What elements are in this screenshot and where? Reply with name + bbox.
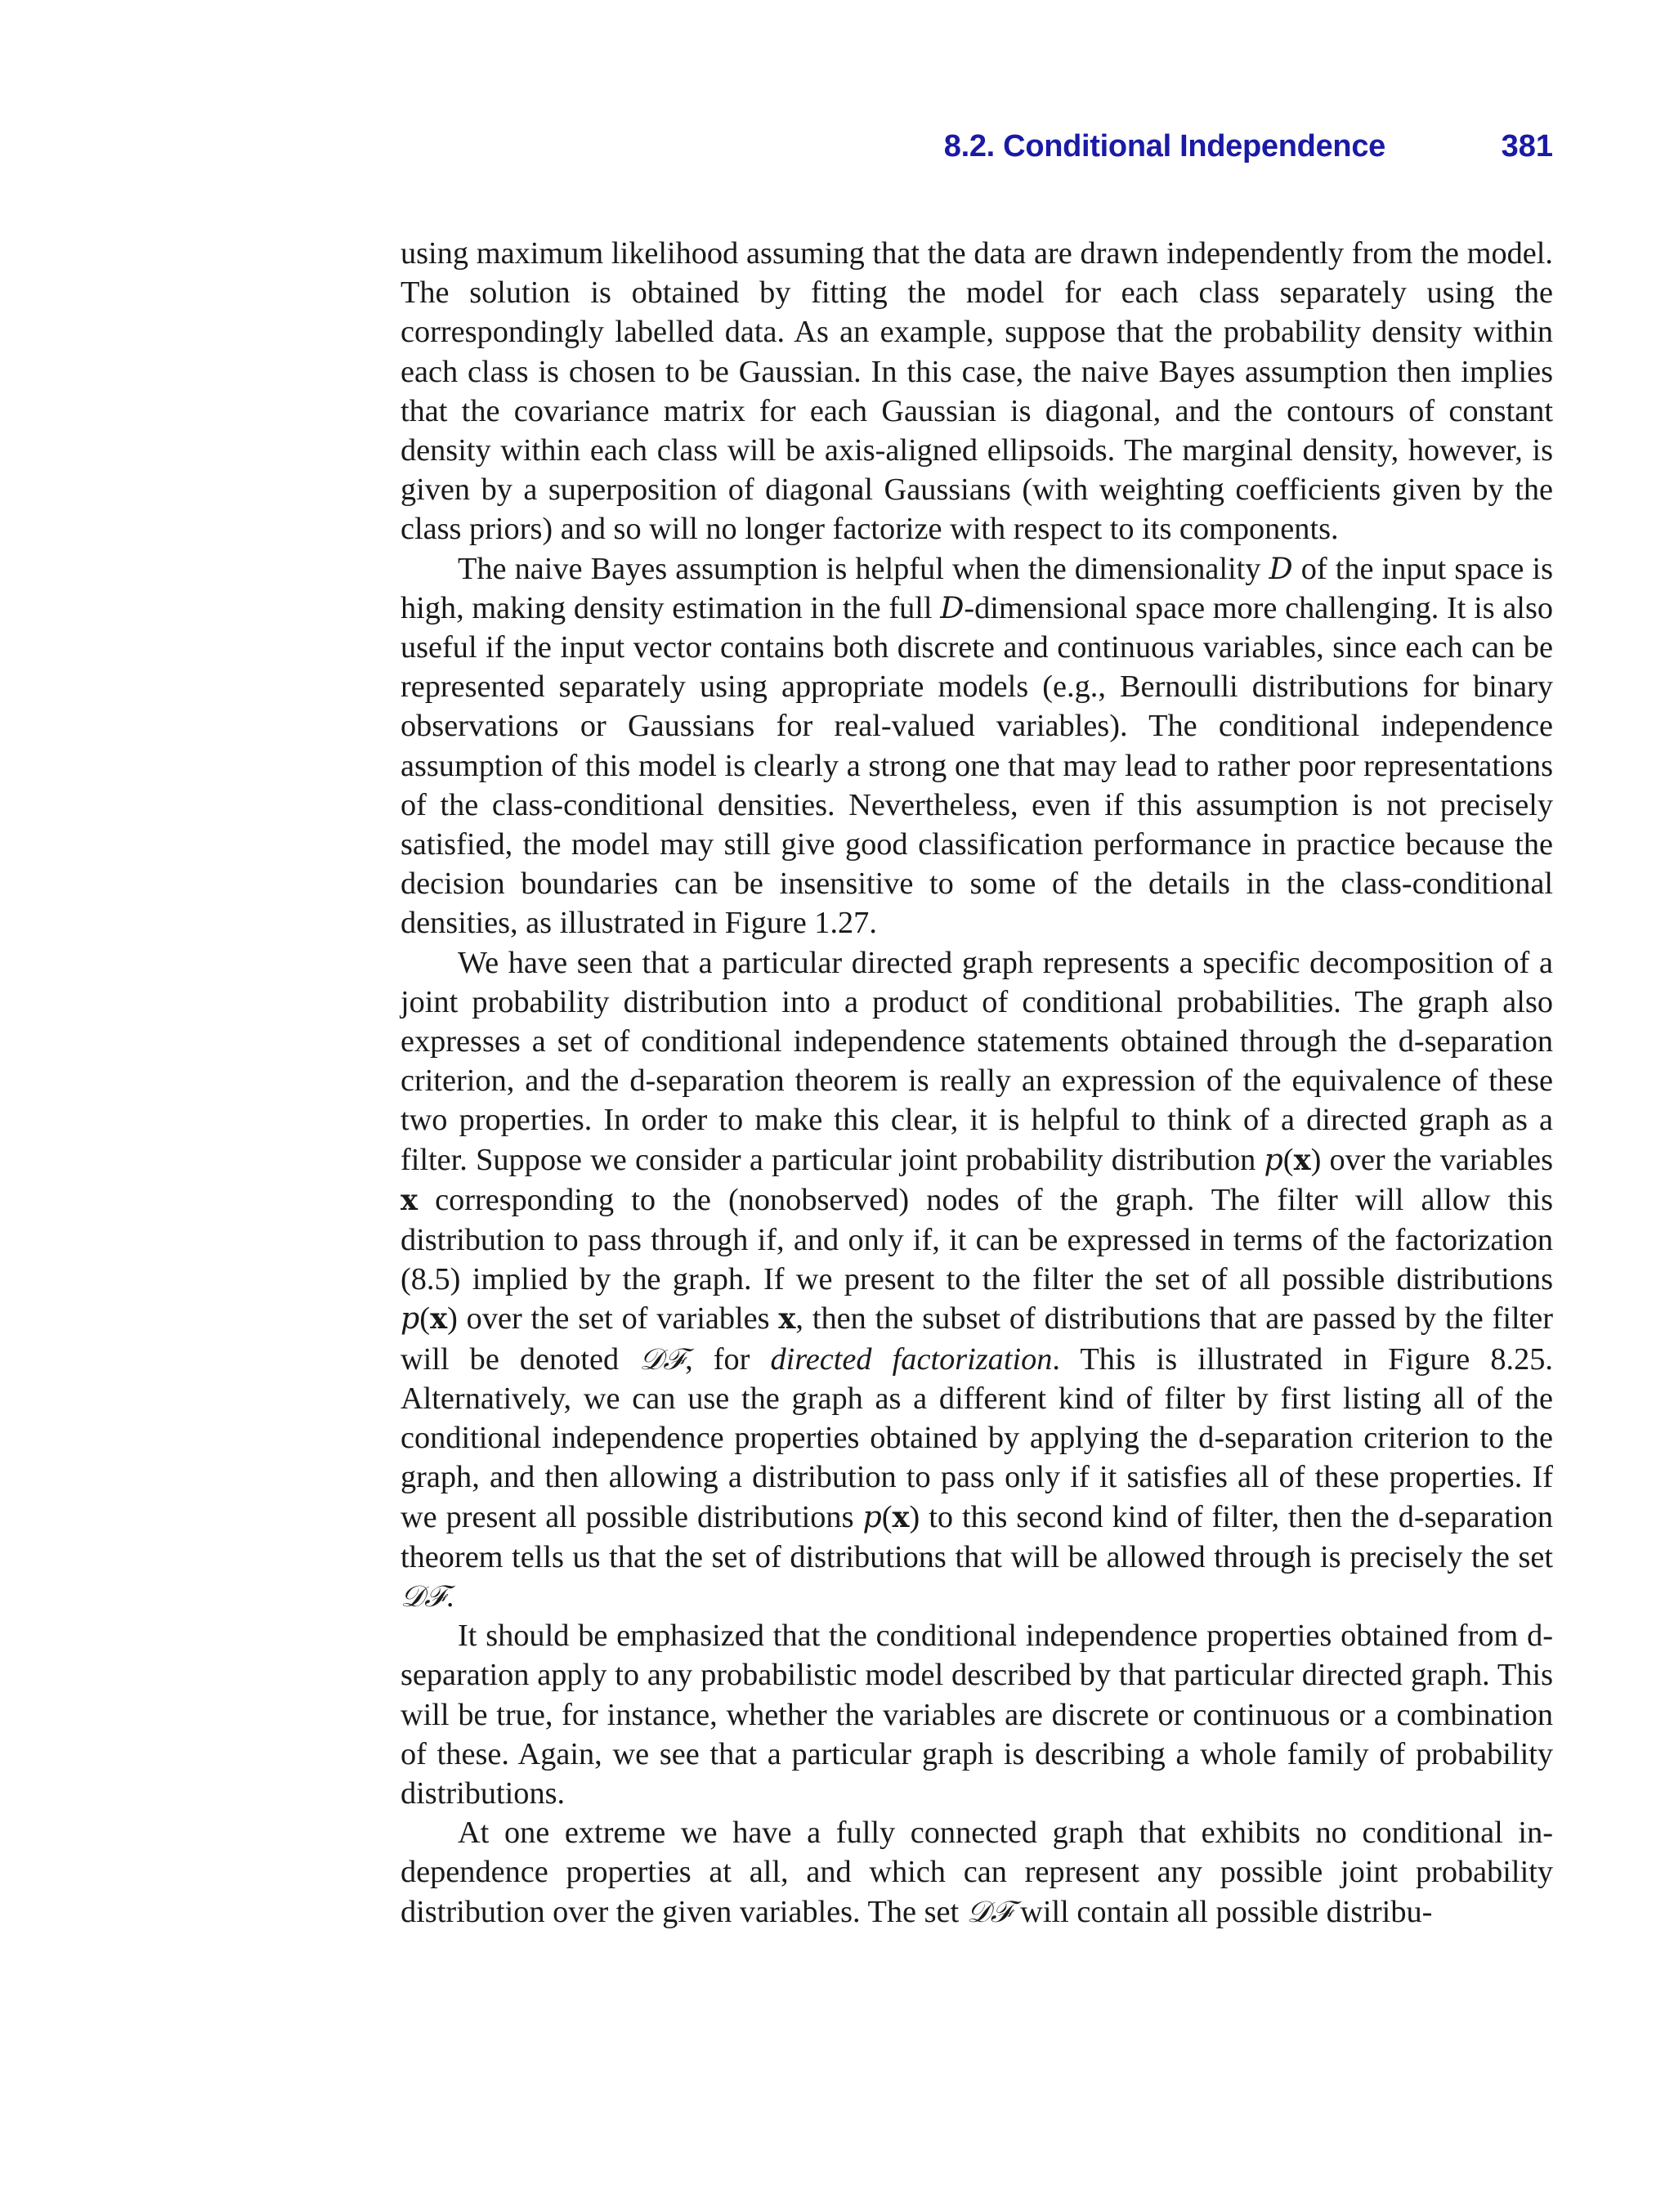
text-span: It should be emphasized that the conditional independence properties obtained from d-separation apply to any probabilistic model described by that particular directed graph. This will be true, for instance, whether the variables are discrete or continuous or a combination of these. Again, we see that a particular graph is describing a whole family of probability distributions. xyxy=(401,1619,1553,1811)
math-span: D xyxy=(940,589,965,625)
math-span: p xyxy=(1264,1141,1283,1177)
mathbf-span: x xyxy=(778,1302,796,1337)
paragraph xyxy=(401,234,1553,549)
text-span: will contain all possible distribu- xyxy=(1012,1894,1433,1929)
text-span: At one extreme we have a fully connected graph that exhibits no conditional independence properties at all, and which can represent any possible joint probability distribution over the given variables. The set xyxy=(401,1816,1553,1929)
section-title: 8.2. Conditional Independence xyxy=(943,129,1385,163)
page-number: 381 xyxy=(1501,129,1553,163)
cal-span: 𝒟ℱ xyxy=(966,1893,1013,1929)
paragraph xyxy=(401,1813,1553,1932)
text-span: -dimensional space more challenging. It is also useful if the input vector contains both discrete and continuous variables, since each can be represented separately using appropriate models (e.g., Bernoulli distributions for binary observations or Gaussians for real-valued variables). The conditional independence assumption of this model is clearly a strong one that may lead to rather poor representations of the class-conditional densities. Nevertheless, even if this assumption is not precisely satisfied, the model may still give good classification performance in practice because the decision boundaries can be insensitive to some of the details in the class-conditional densities, as illustrated in Figure 1.27. xyxy=(401,590,1554,941)
cal-span: 𝒟ℱ xyxy=(639,1341,686,1377)
text-span: , then the subset of distributions that are passed by the filter will be denoted xyxy=(401,1301,1553,1377)
cal-span: 𝒟ℱ xyxy=(401,1578,446,1614)
text-span: , for xyxy=(685,1341,771,1377)
paragraph xyxy=(401,1616,1553,1813)
paragraph xyxy=(401,549,1553,943)
body-text xyxy=(401,234,1553,1932)
math-span: p xyxy=(862,1498,882,1534)
math-span: p xyxy=(401,1301,420,1337)
text-span: . This is illustrated in Figure 8.25. Alternatively, we can use the graph as a different kind of filter by first listing all of the conditional independence properties obtained by applying the d-separation criterion to the graph, and then allowing a distribution to pass only if it satisfies all of these properties. If we present all possible distributions xyxy=(401,1341,1553,1534)
text-span: corresponding to the (nonobserved) nodes of the graph. The filter will allow this distribution to pass through if, and only if, it can be expressed in terms of the factorization (8.5) implied by the graph. If we present to the filter the set of all possible distributions xyxy=(401,1182,1553,1297)
em-span: directed factorization xyxy=(770,1341,1053,1377)
text-span: ( xyxy=(419,1301,431,1337)
mathbf-span: x xyxy=(430,1302,448,1337)
math-span: D xyxy=(1269,550,1293,586)
paragraph xyxy=(401,943,1553,1616)
text-span: ( xyxy=(1282,1142,1294,1177)
text-span: using maximum likelihood assuming that the data are drawn independently from the model. The solution is obtained by fitting the model for each class separately using the correspondingly labelled data. As an example, suppose that the probability density within each class is chosen to be Gaussian. In this case, the naive Bayes assumption then implies that the covariance matrix for each Gaussian is diagonal, and the contours of constant density within each class will be axis-aligned ellipsoids. The marginal density, however, is given by a superposition of diagonal Gaussians (with weighting coefficients given by the class priors) and so will no longer factorize with respect to its components. xyxy=(401,236,1553,547)
mathbf-span: x xyxy=(892,1500,910,1534)
text-span: ) to this second kind of filter, then the d-separation theorem tells us that the set of distributions that will be allowed through is precisely the set xyxy=(401,1499,1553,1574)
text-span: . xyxy=(445,1578,454,1614)
text-span: We have seen that a particular directed graph represents a specific decomposition of a joint probability distribution into a product of conditional probabilities. The graph also expresses a set of conditional independence statements obtained through the d-separation criterion, and the d-separation theorem is really an expression of the equivalence of these two properties. In order to make this clear, it is helpful to think of a directed graph as a filter. Suppose we consider a particular joint probability distribution xyxy=(401,945,1553,1177)
text-span: The naive Bayes assumption is helpful when the dimensionality xyxy=(458,551,1269,586)
mathbf-span: x xyxy=(1293,1143,1311,1177)
mathbf-span: x xyxy=(401,1183,418,1217)
text-span: ( xyxy=(881,1499,893,1534)
text-span: ) over the set of variables xyxy=(447,1301,779,1337)
text-span: of the input space is high, making density estimation in the full xyxy=(401,551,1553,625)
running-header xyxy=(401,129,1553,172)
text-span: ) over the variables xyxy=(1310,1142,1553,1177)
